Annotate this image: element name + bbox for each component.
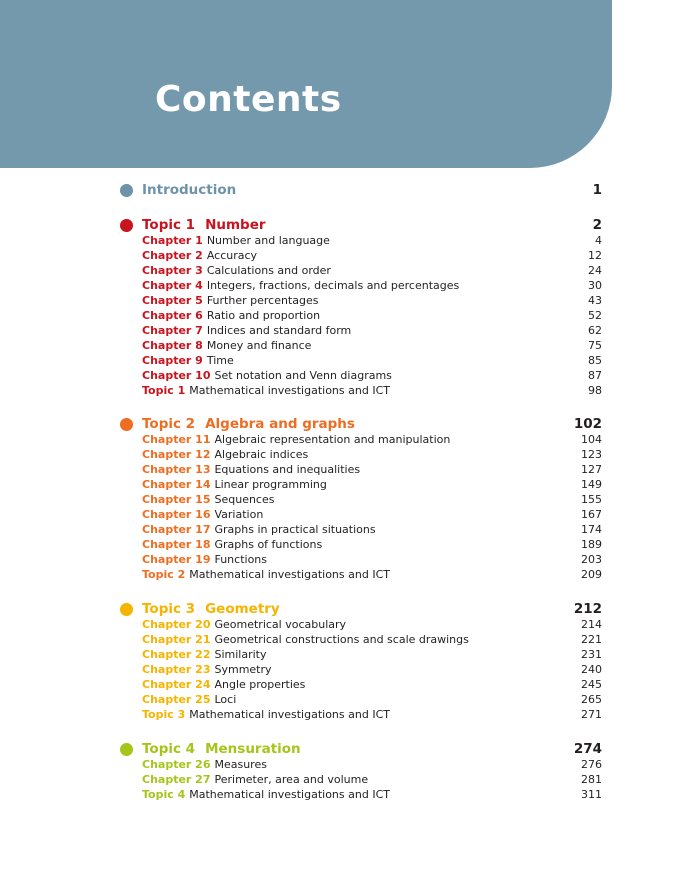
chapter-title: Functions [214, 553, 268, 566]
chapter-title: Variation [214, 508, 264, 521]
chapter-title: Money and finance [206, 339, 312, 352]
chapter-title: Mathematical investigations and ICT [189, 708, 390, 721]
toc-entry[interactable] [142, 263, 602, 279]
page-number: 276 [581, 758, 602, 771]
chapter-title: Accuracy [206, 249, 258, 262]
chapter-label: Topic 2 [142, 568, 186, 581]
page-number: 231 [581, 648, 602, 661]
toc-entry[interactable] [142, 353, 602, 369]
chapter-title: Equations and inequalities [214, 463, 361, 476]
chapter-label: Chapter 15 [142, 493, 211, 506]
chapter-title: Number and language [206, 234, 330, 247]
page-number: 87 [588, 369, 602, 382]
chapter-title: Similarity [214, 648, 267, 661]
page-number: 167 [581, 508, 602, 521]
toc-entry[interactable] [142, 662, 602, 678]
toc-entry[interactable] [142, 677, 602, 693]
toc-entry[interactable] [142, 537, 602, 553]
chapter-label: Chapter 24 [142, 678, 211, 691]
chapter-title: Ratio and proportion [206, 309, 321, 322]
toc-entry[interactable] [142, 323, 602, 339]
topic-label: Topic 2 [142, 416, 196, 432]
page-number: 265 [581, 693, 602, 706]
bullet-icon [120, 603, 133, 616]
page-number: 30 [588, 279, 602, 292]
page-number: 155 [581, 493, 602, 506]
page-number: 240 [581, 663, 602, 676]
page-number: 4 [595, 234, 602, 247]
toc-entry[interactable] [142, 632, 602, 648]
chapter-label: Chapter 11 [142, 433, 211, 446]
page-title: Contents [155, 79, 342, 120]
page-number: 271 [581, 708, 602, 721]
chapter-label: Topic 4 [142, 788, 186, 801]
toc-entry[interactable] [142, 477, 602, 493]
chapter-title: Perimeter, area and volume [214, 773, 369, 786]
page-number: 104 [581, 433, 602, 446]
chapter-title: Indices and standard form [206, 324, 352, 337]
page-number: 52 [588, 309, 602, 322]
toc-entry[interactable] [142, 248, 602, 264]
page-number: 245 [581, 678, 602, 691]
chapter-title: Measures [214, 758, 267, 771]
toc-entry[interactable] [142, 707, 602, 723]
page-number: 102 [573, 416, 602, 432]
topic-title: Number [205, 217, 266, 233]
chapter-label: Chapter 4 [142, 279, 203, 292]
page-number: 311 [581, 788, 602, 801]
toc-entry[interactable] [142, 462, 602, 478]
chapter-label: Chapter 27 [142, 773, 211, 786]
chapter-title: Geometrical constructions and scale drawings [214, 633, 469, 646]
topic-title: Mensuration [205, 741, 301, 757]
chapter-label: Chapter 3 [142, 264, 203, 277]
topic-title: Algebra and graphs [205, 416, 355, 432]
chapter-label: Chapter 6 [142, 309, 203, 322]
chapter-title: Geometrical vocabulary [214, 618, 347, 631]
chapter-label: Chapter 10 [142, 369, 211, 382]
toc-entry[interactable] [142, 787, 602, 803]
chapter-title: Mathematical investigations and ICT [189, 384, 390, 397]
chapter-label: Chapter 14 [142, 478, 211, 491]
chapter-label: Chapter 13 [142, 463, 211, 476]
page-number: 149 [581, 478, 602, 491]
chapter-label: Topic 1 [142, 384, 186, 397]
topic-label: Topic 4 [142, 741, 196, 757]
chapter-label: Chapter 23 [142, 663, 211, 676]
chapter-title: Algebraic representation and manipulation [214, 433, 451, 446]
page-number: 221 [581, 633, 602, 646]
chapter-label: Chapter 20 [142, 618, 211, 631]
page-number: 209 [581, 568, 602, 581]
page-number: 281 [581, 773, 602, 786]
chapter-label: Chapter 8 [142, 339, 203, 352]
toc-entry[interactable] [142, 647, 602, 663]
chapter-label: Chapter 26 [142, 758, 211, 771]
toc-entry[interactable] [142, 233, 602, 249]
toc-entry[interactable] [142, 552, 602, 568]
page-number: 75 [588, 339, 602, 352]
chapter-label: Topic 3 [142, 708, 186, 721]
toc-topic-heading[interactable] [142, 216, 602, 234]
chapter-title: Algebraic indices [214, 448, 309, 461]
toc-entry[interactable] [142, 757, 602, 773]
topic-label: Topic 1 [142, 217, 196, 233]
chapter-label: Chapter 22 [142, 648, 211, 661]
toc-entry[interactable] [142, 383, 602, 399]
introduction-label: Introduction [142, 182, 237, 198]
page-number: 2 [592, 217, 602, 233]
chapter-label: Chapter 18 [142, 538, 211, 551]
toc-entry[interactable] [142, 432, 602, 448]
chapter-title: Graphs of functions [214, 538, 323, 551]
toc-entry[interactable] [142, 368, 602, 384]
chapter-title: Angle properties [214, 678, 306, 691]
chapter-label: Chapter 25 [142, 693, 211, 706]
chapter-label: Chapter 7 [142, 324, 203, 337]
page-number: 127 [581, 463, 602, 476]
chapter-label: Chapter 17 [142, 523, 211, 536]
toc-entry[interactable] [142, 308, 602, 324]
toc-entry[interactable] [142, 567, 602, 583]
bullet-icon [120, 184, 133, 197]
chapter-title: Set notation and Venn diagrams [214, 369, 392, 382]
chapter-title: Mathematical investigations and ICT [189, 788, 390, 801]
chapter-title: Graphs in practical situations [214, 523, 376, 536]
toc-entry[interactable] [142, 293, 602, 309]
page-number: 85 [588, 354, 602, 367]
bullet-icon [120, 418, 133, 431]
page-number: 24 [588, 264, 602, 277]
topic-title: Geometry [205, 601, 280, 617]
page-number: 203 [581, 553, 602, 566]
chapter-title: Linear programming [214, 478, 327, 491]
page-number: 123 [581, 448, 602, 461]
page-number: 62 [588, 324, 602, 337]
toc-entry[interactable] [142, 492, 602, 508]
toc-topic-heading[interactable] [142, 740, 602, 758]
chapter-label: Chapter 12 [142, 448, 211, 461]
page-number: 98 [588, 384, 602, 397]
chapter-label: Chapter 19 [142, 553, 211, 566]
page-number: 214 [581, 618, 602, 631]
page-number: 174 [581, 523, 602, 536]
chapter-label: Chapter 21 [142, 633, 211, 646]
toc-entry[interactable] [142, 522, 602, 538]
chapter-title: Further percentages [206, 294, 319, 307]
toc-topic-heading[interactable] [142, 415, 602, 433]
chapter-title: Mathematical investigations and ICT [189, 568, 390, 581]
page-number: 274 [573, 741, 602, 757]
chapter-title: Calculations and order [206, 264, 331, 277]
chapter-label: Chapter 1 [142, 234, 203, 247]
toc-entry[interactable] [142, 447, 602, 463]
toc-entry[interactable] [142, 617, 602, 633]
page-number: 189 [581, 538, 602, 551]
toc-entry[interactable] [142, 507, 602, 523]
chapter-label: Chapter 16 [142, 508, 211, 521]
chapter-title: Time [206, 354, 234, 367]
chapter-label: Chapter 5 [142, 294, 203, 307]
toc-topic-heading[interactable] [142, 600, 602, 618]
toc-introduction[interactable] [142, 181, 602, 199]
page-number: 12 [588, 249, 602, 262]
page-number: 212 [573, 601, 602, 617]
bullet-icon [120, 219, 133, 232]
toc-entry[interactable] [142, 278, 602, 294]
bullet-icon [120, 743, 133, 756]
chapter-title: Sequences [214, 493, 275, 506]
chapter-title: Integers, fractions, decimals and percentages [206, 279, 460, 292]
chapter-label: Chapter 9 [142, 354, 203, 367]
page-number: 1 [592, 182, 602, 198]
page-number: 43 [588, 294, 602, 307]
toc-entry[interactable] [142, 338, 602, 354]
toc-entry[interactable] [142, 692, 602, 708]
chapter-title: Symmetry [214, 663, 272, 676]
chapter-title: Loci [214, 693, 237, 706]
chapter-label: Chapter 2 [142, 249, 203, 262]
topic-label: Topic 3 [142, 601, 196, 617]
toc-entry[interactable] [142, 772, 602, 788]
